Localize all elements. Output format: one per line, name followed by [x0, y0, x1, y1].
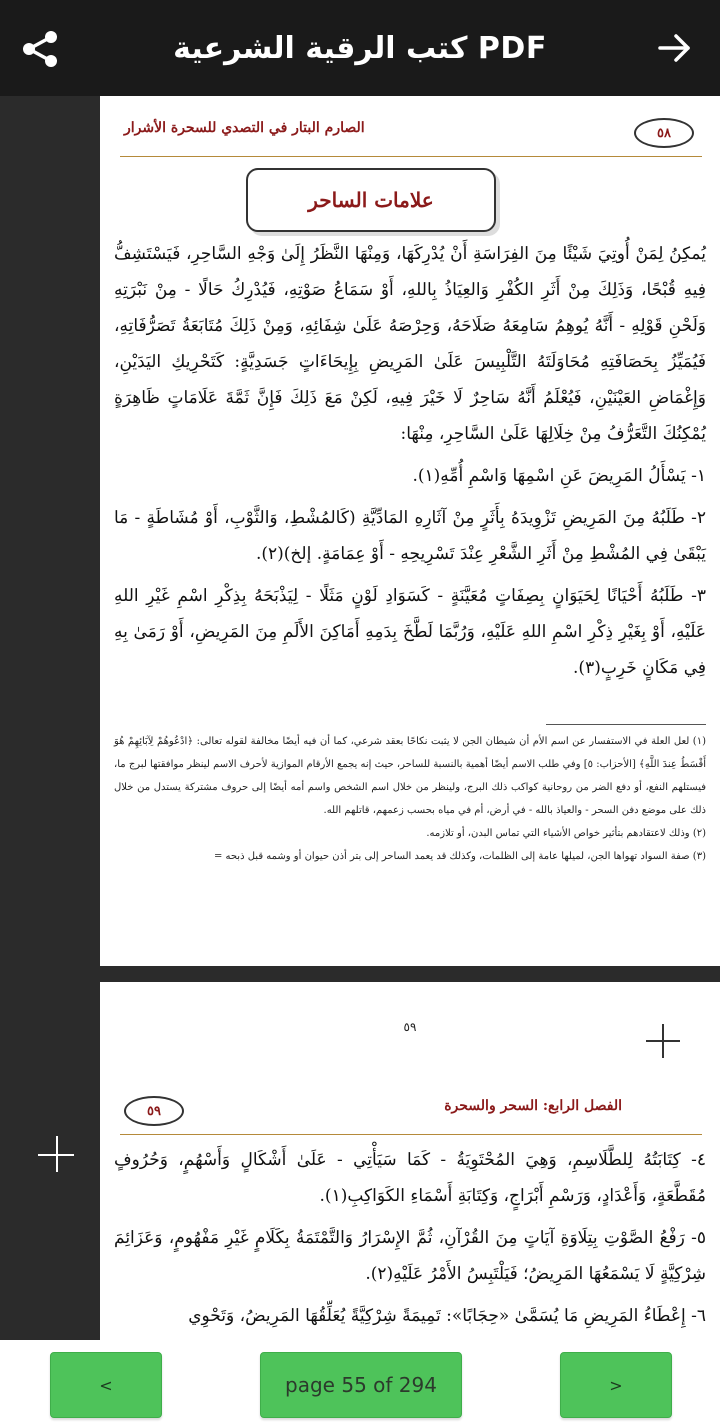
- paragraph: ٥- رَفْعُ الصَّوْتِ بِتِلَاوَةِ آيَاتٍ مِنَ القُرْآنِ، ثُمَّ الإِسْرَارُ وَالتَّمْتَمَةُ بِكَلَامٍ غَيْرِ مَفْهُومٍ، وَعَزَائِمَ شِرْكِيَّةٍ لَا يَسْمَعُهَا المَرِيضُ؛ فَيَلْتَبِسُ الأَمْرُ عَلَيْهِ(٢).: [114, 1228, 706, 1284]
- page-header: [120, 114, 702, 157]
- pdf-page-59: [100, 982, 720, 1340]
- paragraph: ٦- إِعْطَاءُ المَرِيضِ مَا يُسَمَّىٰ «حِجَابًا»: تَمِيمَةً شِرْكِيَّةً يُعَلِّقُهَا المَرِيضُ، وَتَحْوِي: [188, 1306, 706, 1326]
- body-text: [114, 236, 706, 692]
- page-header: [120, 1092, 702, 1135]
- section-title: علامات الساحر: [246, 168, 496, 232]
- book-title: الصارم البتار في التصدي للسحرة الأشرار: [124, 120, 365, 136]
- forward-arrow-icon[interactable]: [656, 30, 692, 66]
- footnotes: [114, 730, 706, 868]
- previous-page-button[interactable]: <: [50, 1352, 162, 1418]
- paragraph: ١- يَسْأَلُ المَرِيضَ عَنِ اسْمِهَا وَاسْمِ أُمِّهِ(١).: [412, 466, 706, 486]
- paragraph: ٤- كِتَابَتُهُ لِلطَّلَاسِمِ، وَهِيَ المُحْتَوِيَةُ - كَمَا سَيَأْتِي - عَلَىٰ أَشْكَالٍ وَأَسْهُمٍ، وَحُرُوفٍ مُقَطَّعَةٍ، وَأَعْدَادٍ، وَرَسْمِ أَبْرَاجٍ، وَكِتَابَةِ أَسْمَاءِ الكَوَاكِبِ(١).: [114, 1150, 706, 1206]
- paragraph: ٣- طَلَبُهُ أَحْيَانًا لِحَيَوَانٍ بِصِفَاتٍ مُعَيَّنَةٍ - كَسَوَادِ لَوْنٍ مَثَلًا - لِيَذْبَحَهُ بِذِكْرِ اسْمِ غَيْرِ اللهِ عَلَيْهِ، أَوْ بِغَيْرِ ذِكْرِ اسْمِ اللهِ عَلَيْهِ، وَرُبَّمَا لَطَّخَ بِدَمِهِ أَمَاكِنَ الأَلَمِ مِنَ المَرِيضِ، أَوْ رَمَىٰ بِهِ فِي مَكَانٍ خَرِبٍ(٣).: [114, 586, 706, 678]
- chapter-title: الفصل الرابع: السحر والسحرة: [444, 1098, 622, 1114]
- page-number-badge: ٥٩: [124, 1096, 184, 1126]
- pdf-page-58: [100, 96, 720, 966]
- share-icon[interactable]: [20, 28, 62, 70]
- app-title: كتب الرقية الشرعية PDF: [173, 30, 547, 66]
- footnote: (١) لعل العلة في الاستفسار عن اسم الأم أن شيطان الجن لا يثبت نكاحًا بعقد شرعي، كما أن فيه أيضًا مخالفة لقوله تعالى: ﴿ادْعُوهُمْ لِآبَائِهِمْ هُوَ أَقْسَطُ عِندَ اللَّهِ﴾ [الأحزاب: ٥] وفي طلب الاسم أيضًا أهمية بالنسبة للساحر، حيث إنه يجمع الأرقام الموازية لأحرف الاسم لينظر موافقتها لبرج ما، فيستلهم النفع، أو دفع الضر من روحانية كواكب ذلك البرج، ولينظر من خلال اسم الشخص واسم أمه أيضًا إلى حروف مشتركة يستدل من خلال ذلك على موضع دفن السحر - والعياذ بالله - في أرض، أم في مياه بحسب زعمهم، قاتلهم الله.: [114, 736, 707, 816]
- page-indicator-button[interactable]: page 55 of 294: [260, 1352, 462, 1418]
- crop-mark: [646, 1024, 680, 1058]
- page-number: ٥٩: [403, 1020, 417, 1034]
- body-text: [114, 1142, 706, 1340]
- pdf-viewer[interactable]: [0, 96, 720, 1340]
- next-page-button[interactable]: >: [560, 1352, 672, 1418]
- footnote: (٣) صفة السواد تهواها الجن، لميلها عامة إلى الظلمات، وكذلك قد يعمد الساحر إلى بتر أذن حيوان أو وشمه قبل ذبحه =: [213, 851, 706, 862]
- paragraph: يُمكِنُ لِمَنْ أُوتِيَ شَيْئًا مِنَ الفِرَاسَةِ أَنْ يُدْرِكَهَا، وَمِنْهَا النَّظَرُ إِلَىٰ وَجْهِ السَّاحِرِ، فَيَسْتَشِفُّ فِيهِ قُبْحًا، وَذَلِكَ مِنْ أَثَرِ الكُفْرِ وَالعِيَاذُ بِاللهِ، أَوْ سَمَاعُ صَوْتِهِ، فَيُدْرِكُ حَالًا - مِنْ نَبْرَتِهِ وَلَحْنِ قَوْلِهِ - أَنَّهُ يُوهِمُ سَامِعَهُ صَلَاحَهُ، وَحِرْصَهُ عَلَىٰ شِفَائِهِ، وَمِنْ ذَلِكَ مُتَابَعَةُ تَصَرُّفَاتِهِ، فَيُمَيِّزُ بِحَصَافَتِهِ مُحَاوَلَتَهُ التَّلْبِيسَ عَلَىٰ المَرِيضِ بِإِيحَاءَاتٍ جَسَدِيَّةٍ: كَتَحْرِيكِ اليَدَيْنِ، وَإِغْمَاضِ العَيْنَيْنِ، فَيُعْلَمُ أَنَّهُ سَاحِرٌ لَا خَيْرَ فِيهِ، لَكِنْ مَعَ ذَلِكَ فَإِنَّ ثَمَّةَ عَلَامَاتٍ ظَاهِرَةٍ يُمْكِنُكَ التَّعَرُّفُ مِنْ خِلَالِهَا عَلَىٰ السَّاحِرِ، مِنْهَا:: [114, 244, 706, 444]
- footnote: (٢) وذلك لاعتقادهم بتأثير خواص الأشياء التي تماس البدن، أو تلازمه.: [426, 828, 706, 839]
- top-app-bar: [0, 0, 720, 96]
- bottom-navigation: [0, 1340, 720, 1423]
- page-number-badge: ٥٨: [634, 118, 694, 148]
- paragraph: ٢- طَلَبُهُ مِنَ المَرِيضِ تَزْوِيدَهُ بِأَثَرٍ مِنْ آثَارِهِ المَادِّيَّةِ (كَالمُشْطِ، وَالثَّوْبِ، أَوْ مُشَاطَةٍ - مَا يَبْقَىٰ فِي المُشْطِ مِنْ أَثَرِ الشَّعْرِ عِنْدَ تَسْرِيحِهِ - أَوْ عِمَامَةٍ. إلخ)(٢).: [114, 508, 706, 564]
- footnote-separator: [546, 724, 706, 725]
- crop-mark: [38, 1136, 74, 1172]
